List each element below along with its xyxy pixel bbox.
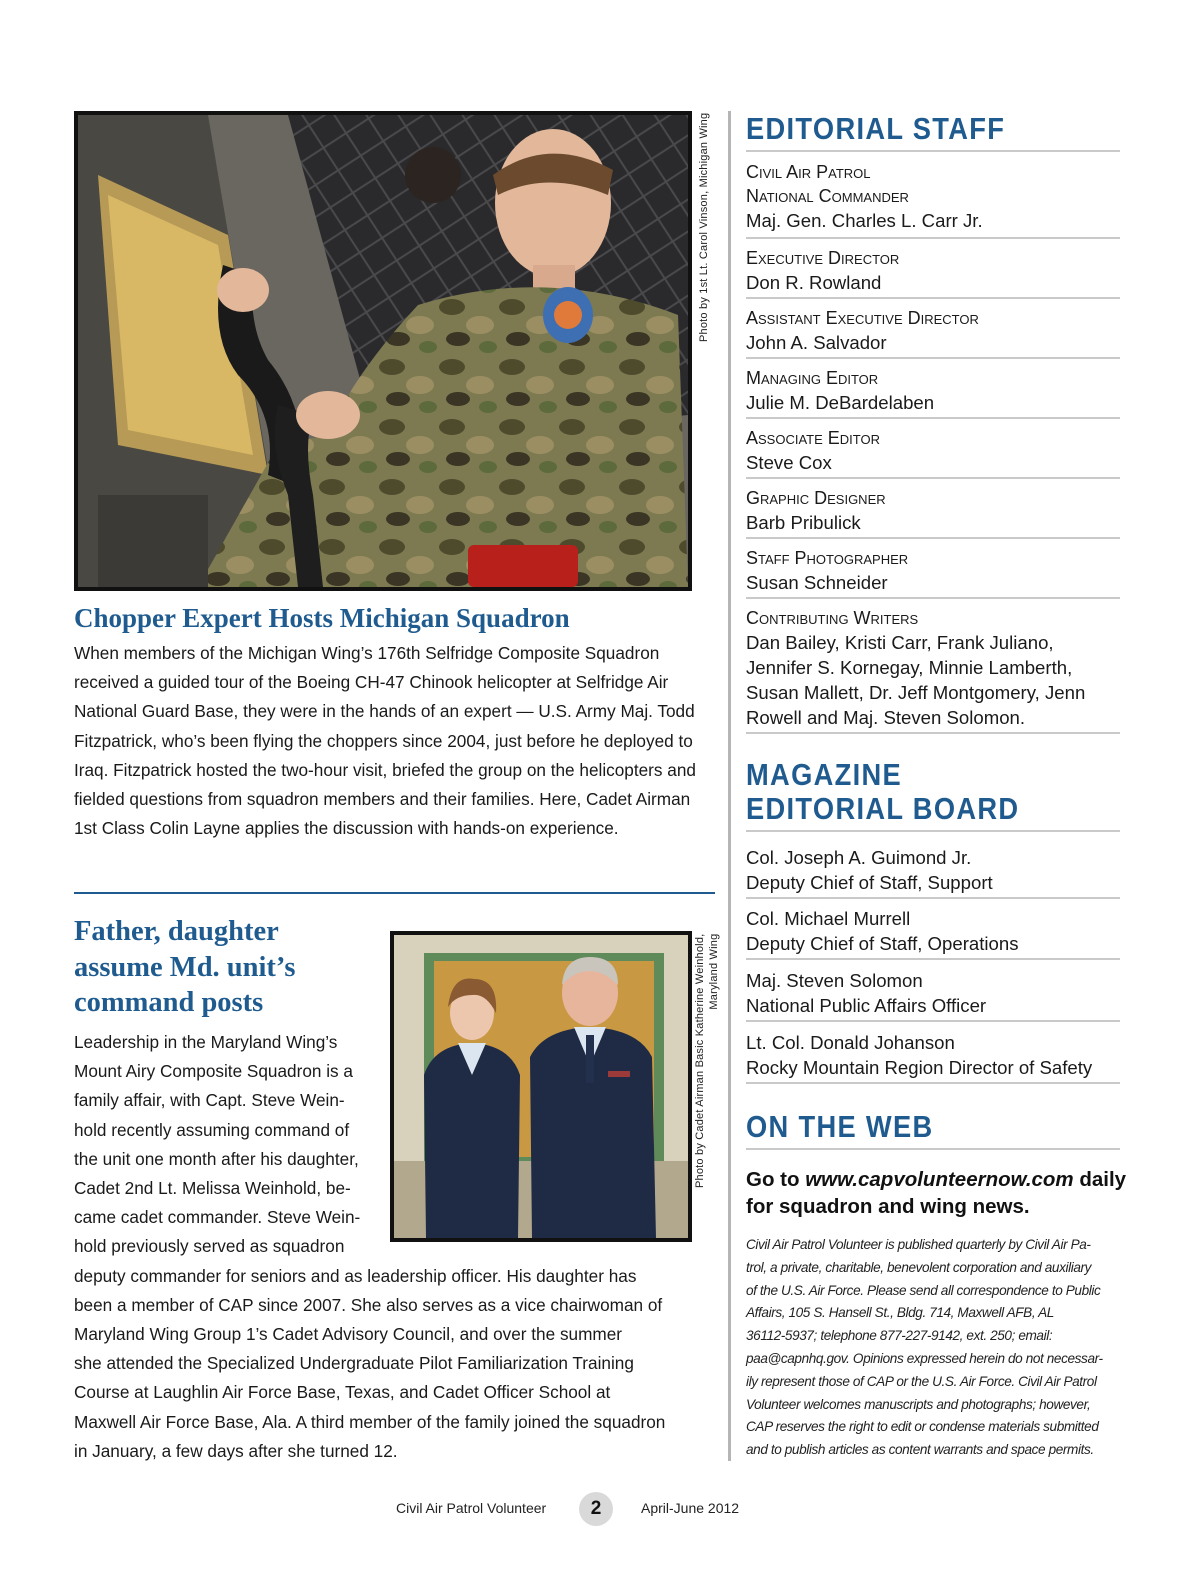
staff-role: Associate Editor (746, 428, 880, 448)
website-link[interactable]: www.capvolunteernow.com (805, 1168, 1074, 1191)
on-the-web-heading: ON THE WEB (746, 1109, 934, 1144)
board-member-name: Col. Joseph A. Guimond Jr. (746, 847, 972, 868)
board-member-title: Deputy Chief of Staff, Support (746, 872, 993, 893)
editorial-staff-heading: EDITORIAL STAFF (746, 111, 1006, 146)
page-number-badge: 2 (579, 1492, 613, 1526)
staff-entry-national-commander (746, 160, 1120, 233)
weinhold-photo (390, 931, 692, 1242)
disclaimer-line: Affairs, 105 S. Hansell St., Bldg. 714, Maxwell AFB, AL (746, 1305, 1054, 1321)
staff-role: National Commander (746, 186, 909, 206)
entry-rule (746, 237, 1120, 239)
body-line: in January, a few days after she turned 12. (74, 1440, 398, 1461)
story-body-chopper: When members of the Michigan Wing’s 176th Selfridge Composite Squadron received a guided tour of the Boeing CH-47 Chinook helicopter at Selfridge Air National Guard Base, they were in the hands of an expert — U.S. Army Maj. Todd Fitzpatrick, who’s been flying the choppers since 2004, just before he deployed to Iraq. Fitzpatrick hosted the two-hour visit, briefed the group on the helicopters and fielded questions from squadron members and their families. Here, Cadet Airman 1st Class Colin Layne applies the discussion with hands-on experience. (74, 643, 696, 839)
headline-line-2: assume Md. unit’s (74, 951, 296, 983)
body-line: hold recently assuming command of (74, 1119, 350, 1140)
disclaimer-line: and to publish articles as content warrants and space permits. (746, 1442, 1094, 1458)
staff-name: Jennifer S. Kornegay, Minnie Lamberth, (746, 657, 1073, 678)
section-rule (746, 830, 1120, 832)
entry-rule (746, 297, 1120, 299)
entry-rule (746, 477, 1120, 479)
entry-rule (746, 597, 1120, 599)
body-line: Course at Laughlin Air Force Base, Texas, and Cadet Officer School at (74, 1382, 611, 1403)
staff-name: Barb Pribulick (746, 512, 861, 533)
editorial-board-heading-line-1: MAGAZINE (746, 757, 903, 792)
footer-publication-name: Civil Air Patrol Volunteer (396, 1500, 547, 1516)
staff-role: Staff Photographer (746, 548, 909, 568)
staff-entry-staff-photographer (746, 546, 1120, 595)
body-line: the unit one month after his daughter, (74, 1148, 359, 1169)
entry-rule (746, 537, 1120, 539)
disclaimer-line: CAP reserves the right to edit or condense materials submitted (746, 1419, 1099, 1435)
story-headline-father-daughter (74, 914, 295, 1021)
board-member-title: Rocky Mountain Region Director of Safety (746, 1057, 1093, 1078)
entry-rule (746, 897, 1120, 899)
web-cta-line-2: for squadron and wing news. (746, 1195, 1030, 1218)
board-entry (746, 845, 1126, 895)
column-divider (728, 111, 731, 1461)
disclaimer-line: trol, a private, charitable, benevolent corporation and auxiliary (746, 1259, 1092, 1275)
board-entry (746, 968, 1126, 1018)
publication-disclaimer (746, 1234, 1126, 1462)
body-line: family affair, with Capt. Steve Wein- (74, 1090, 345, 1111)
board-member-name: Col. Michael Murrell (746, 908, 911, 929)
staff-name: John A. Salvador (746, 332, 887, 353)
cockpit-photo (74, 111, 692, 591)
staff-entry-managing-editor (746, 366, 1120, 415)
website-callout (746, 1166, 1126, 1220)
disclaimer-line: Volunteer welcomes manuscripts and photographs; however, (746, 1396, 1091, 1412)
headline-line-1: Father, daughter (74, 916, 279, 947)
board-member-name: Lt. Col. Donald Johanson (746, 1032, 955, 1053)
entry-rule (746, 357, 1120, 359)
board-member-title: National Public Affairs Officer (746, 995, 987, 1016)
body-line: been a member of CAP since 2007. She also serves as a vice chairwoman of (74, 1294, 663, 1315)
disclaimer-line: paa@capnhq.gov. Opinions expressed herein do not necessar- (746, 1350, 1103, 1366)
disclaimer-line: ily represent those of CAP or the U.S. Air Force. Civil Air Patrol (746, 1373, 1097, 1389)
cockpit-photo-illustration (78, 115, 688, 587)
staff-name: Steve Cox (746, 452, 832, 473)
board-entry (746, 906, 1126, 956)
footer-issue-date: April-June 2012 (641, 1500, 740, 1516)
entry-rule (746, 958, 1120, 960)
staff-name: Susan Schneider (746, 572, 888, 593)
body-line: deputy commander for seniors and as leadership officer. His daughter has (74, 1265, 637, 1286)
body-line: Leadership in the Maryland Wing’s (74, 1032, 338, 1052)
entry-rule (746, 1082, 1120, 1084)
body-line: Cadet 2nd Lt. Melissa Weinhold, be- (74, 1178, 351, 1199)
photo-credit-1: Photo by 1st Lt. Carol Vinson, Michigan Wing (698, 112, 710, 342)
section-rule (746, 1148, 1120, 1150)
staff-entry-assistant-executive-director (746, 306, 1120, 355)
entry-rule (746, 1020, 1120, 1022)
photo-credit-2-line-2: Maryland Wing (708, 933, 720, 1010)
staff-entry-contributing-writers (746, 606, 1120, 730)
staff-name: Rowell and Maj. Steven Solomon. (746, 707, 1026, 728)
entry-rule (746, 417, 1120, 419)
body-line: she attended the Specialized Undergraduate Pilot Familiarization Training (74, 1353, 634, 1374)
photo-credit-2 (693, 934, 721, 1188)
board-member-title: Deputy Chief of Staff, Operations (746, 933, 1019, 954)
disclaimer-line: of the U.S. Air Force. Please send all correspondence to Public (746, 1282, 1101, 1298)
board-entry (746, 1030, 1126, 1080)
staff-name: Susan Mallett, Dr. Jeff Montgomery, Jenn (746, 682, 1086, 703)
web-cta-suffix: daily (1073, 1168, 1127, 1191)
disclaimer-line: 36112-5937; telephone 877-227-9142, ext. 250; email: (746, 1328, 1053, 1344)
body-line: hold previously served as squadron (74, 1236, 345, 1257)
staff-role: Contributing Writers (746, 608, 919, 628)
headline-line-3: command posts (74, 987, 264, 1018)
staff-name: Don R. Rowland (746, 272, 882, 293)
staff-name: Dan Bailey, Kristi Carr, Frank Juliano, (746, 632, 1054, 653)
board-member-name: Maj. Steven Solomon (746, 970, 923, 991)
body-line: Mount Airy Composite Squadron is a (74, 1061, 353, 1082)
entry-rule (746, 732, 1120, 734)
weinhold-photo-illustration (394, 935, 688, 1238)
editorial-board-heading (746, 758, 1019, 826)
staff-role: Assistant Executive Director (746, 308, 979, 328)
photo-credit-2-line-1: Photo by Cadet Airman Basic Katherine Weinhold, (694, 933, 706, 1188)
editorial-board-heading-line-2: EDITORIAL BOARD (746, 791, 1020, 826)
staff-entry-executive-director (746, 246, 1120, 295)
web-cta-prefix: Go to (746, 1168, 806, 1191)
staff-role: Civil Air Patrol (746, 162, 871, 182)
staff-role: Graphic Designer (746, 488, 886, 508)
staff-entry-associate-editor (746, 426, 1120, 475)
disclaimer-line: Civil Air Patrol Volunteer is published quarterly by Civil Air Pa- (746, 1237, 1091, 1252)
staff-entry-graphic-designer (746, 486, 1120, 535)
staff-name: Julie M. DeBardelaben (746, 392, 935, 413)
section-rule (746, 150, 1120, 152)
story-headline-chopper: Chopper Expert Hosts Michigan Squadron (74, 603, 570, 633)
body-line: Maxwell Air Force Base, Ala. A third member of the family joined the squadron (74, 1411, 666, 1432)
story-divider (74, 892, 715, 894)
body-line: came cadet commander. Steve Wein- (74, 1207, 361, 1228)
body-line: Maryland Wing Group 1’s Cadet Advisory Council, and over the summer (74, 1324, 623, 1345)
staff-role: Executive Director (746, 248, 900, 268)
staff-role: Managing Editor (746, 368, 879, 388)
staff-name: Maj. Gen. Charles L. Carr Jr. (746, 210, 983, 231)
